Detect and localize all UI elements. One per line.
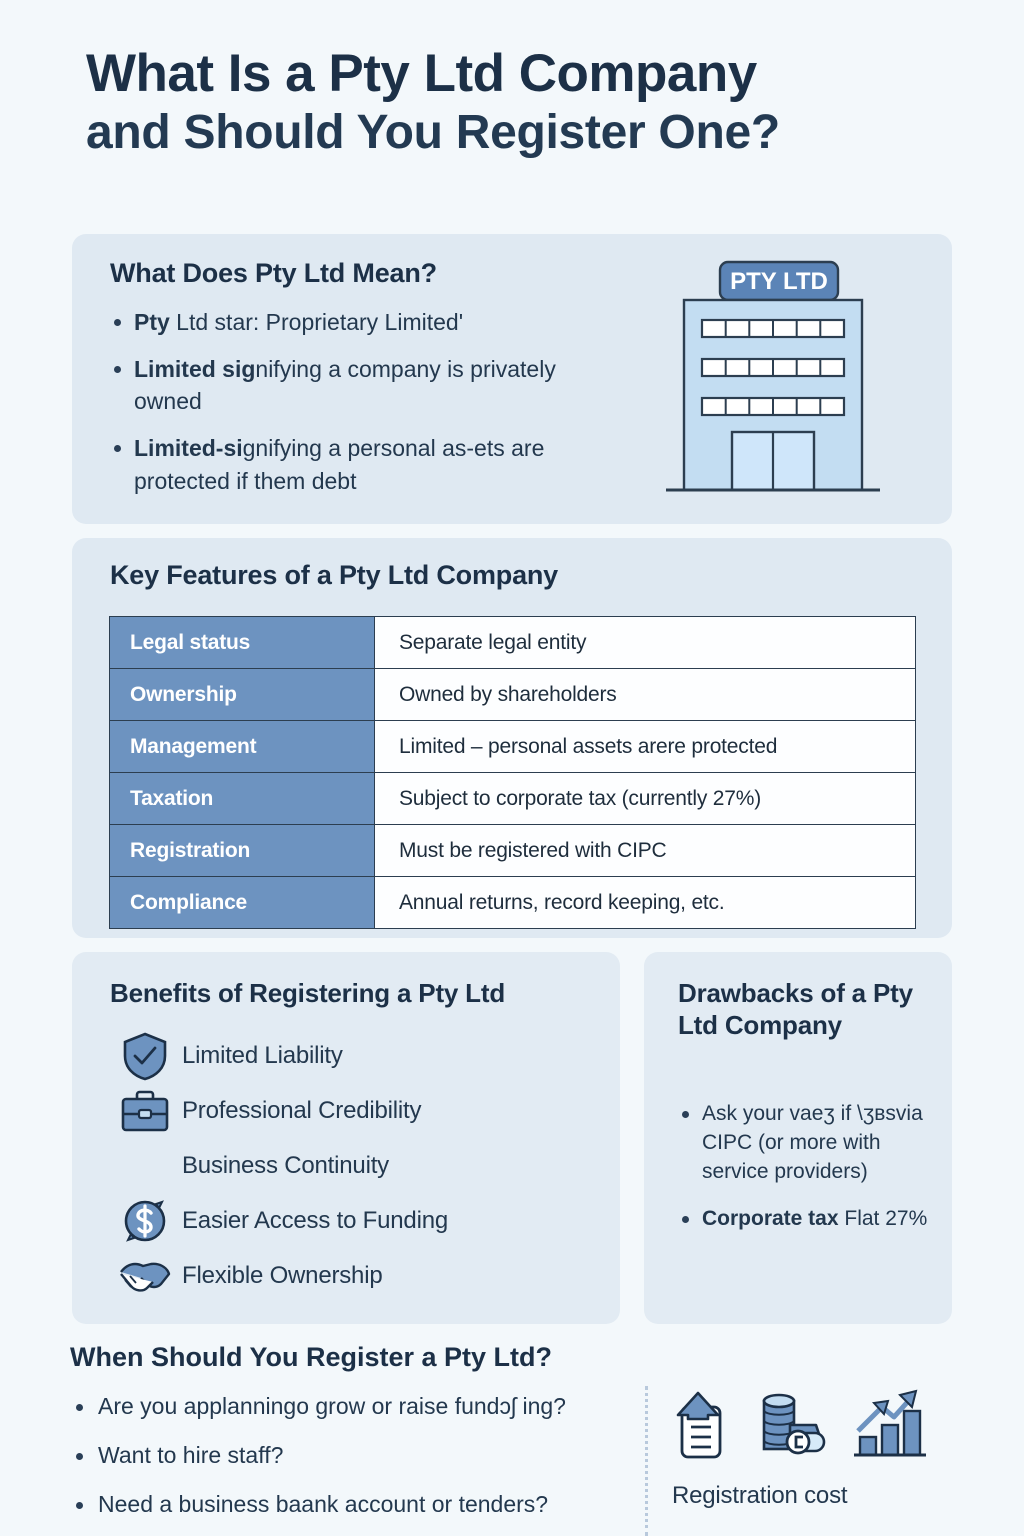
- table-row: [110, 721, 916, 773]
- benefit-label: Limited Liability: [182, 1041, 343, 1069]
- bullet-rest-part: Flat 27%: [838, 1206, 928, 1230]
- table-cell-value: Limited – personal assets arere protected: [375, 721, 916, 773]
- list-item: Need a business baank account or tenders?: [70, 1490, 635, 1520]
- list-item: Want to hire staff?: [70, 1441, 635, 1471]
- card-benefits: [72, 952, 620, 1324]
- benefit-label: Flexible Ownership: [182, 1261, 383, 1289]
- bullet-rest-part: nifying a company is privately owned: [134, 355, 556, 415]
- list-item: Are you applanningo grow or raise fundɔʃ ing?: [70, 1392, 635, 1422]
- briefcase-icon: [108, 1089, 182, 1133]
- bullet-rest-part: Ask your vaeʒ if \ʒʙsvia CIPC (or more with service providers): [702, 1102, 923, 1183]
- table-cell-key: Compliance: [110, 877, 375, 929]
- page-title: [86, 46, 966, 160]
- table-row: [110, 669, 916, 721]
- features-heading: Key Features of a Pty Ltd Company: [110, 560, 558, 590]
- table-cell-value: Owned by shareholders: [375, 669, 916, 721]
- registration-cost-icons: [668, 1388, 958, 1470]
- page-title-line1: What Is a Pty Ltd Company: [86, 44, 757, 103]
- drawbacks-bullet-list: [674, 1100, 936, 1252]
- list-item: [108, 1193, 588, 1248]
- dollar-cycle-icon: [108, 1196, 182, 1246]
- growth-chart-icon: [850, 1385, 930, 1470]
- list-item: [106, 432, 626, 497]
- list-item: [106, 306, 626, 339]
- list-item: [108, 1028, 588, 1083]
- benefits-heading: Benefits of Registering a Pty Ltd: [110, 978, 506, 1008]
- benefits-list: [108, 1028, 588, 1303]
- table-cell-key: Taxation: [110, 773, 375, 825]
- table-cell-key: Ownership: [110, 669, 375, 721]
- table-row: [110, 825, 916, 877]
- bullet-bold-part: Pty: [134, 309, 170, 335]
- table-cell-key: Management: [110, 721, 375, 773]
- table-row: [110, 773, 916, 825]
- when-heading: When Should You Register a Pty Ltd?: [70, 1342, 553, 1372]
- document-upload-icon: [668, 1385, 738, 1470]
- list-item: [108, 1248, 588, 1303]
- list-item: [108, 1138, 588, 1193]
- when-bullet-list: [70, 1392, 635, 1536]
- building-sign-label: PTY LTD: [730, 268, 828, 295]
- benefit-label: Easier Access to Funding: [182, 1206, 449, 1234]
- table-cell-value: Subject to corporate tax (currently 27%): [375, 773, 916, 825]
- bullet-bold-part: Limited sig: [134, 355, 256, 382]
- list-item: [108, 1083, 588, 1138]
- key-features-table: [109, 616, 916, 929]
- table-cell-value: Separate legal entity: [375, 617, 916, 669]
- table-row: [110, 877, 916, 929]
- shield-check-icon: [108, 1031, 182, 1081]
- bullet-rest-part: Ltd star: Proprietary Limited': [169, 309, 464, 335]
- table-cell-value: Annual returns, record keeping, etc.: [375, 877, 916, 929]
- page-title-line2: and Should You Register One?: [86, 106, 780, 160]
- office-building-illustration: [662, 256, 912, 506]
- list-item: [674, 1205, 936, 1234]
- card-drawbacks: [644, 952, 952, 1324]
- vertical-dotted-divider: [645, 1386, 648, 1536]
- card-key-features: [72, 538, 952, 938]
- coins-stack-icon: [754, 1385, 834, 1470]
- list-item: [106, 353, 626, 418]
- registration-cost-label: Registration cost: [672, 1482, 848, 1509]
- meaning-heading: What Does Pty Ltd Mean?: [110, 258, 437, 288]
- drawbacks-heading: Drawbacks of a Pty Ltd Company: [678, 978, 913, 1040]
- table-cell-value: Must be registered with CIPC: [375, 825, 916, 877]
- table-cell-key: Registration: [110, 825, 375, 877]
- meaning-bullet-list: [106, 306, 626, 511]
- bullet-bold-part: Corporate tax: [702, 1206, 839, 1230]
- bullet-bold-part: Limited-si: [134, 434, 243, 461]
- benefit-label: Business Continuity: [182, 1151, 389, 1179]
- table-row: [110, 617, 916, 669]
- benefit-label: Professional Credibility: [182, 1096, 422, 1124]
- list-item: [674, 1100, 936, 1187]
- table-cell-key: Legal status: [110, 617, 375, 669]
- handshake-icon: [108, 1254, 182, 1298]
- bullet-rest-part: gnifying a personal as-ets are protected if them debt: [134, 434, 545, 494]
